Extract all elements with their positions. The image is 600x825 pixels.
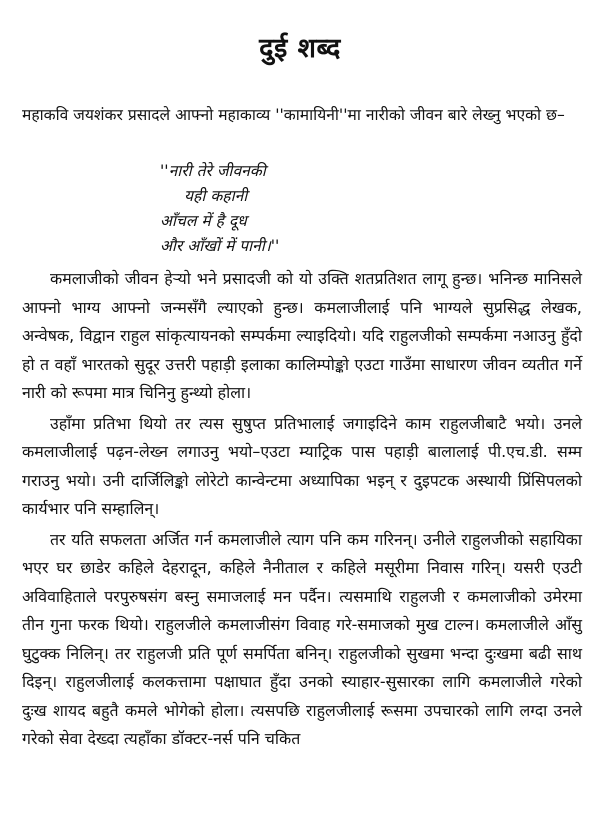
body-paragraphs: [22, 265, 582, 756]
paragraph-2: उहाँमा प्रतिभा थियो तर त्यस सुषुप्त प्रतिभालाई जगाइदिने काम राहुलजीबाटै भयो। उनले कमलाजीलाई पढ़न-लेख्न लगाउनु भयो–एउटा म्याट्रिक पास पहाड़ी बालालाई पी.एच.डी. सम्म गराउनु भयो। उनी दार्जिलिङ्को लोरेटो कान्वेन्टमा अध्यापिका भइन् र दुइपटक अस्थायी प्रिंसिपलको कार्यभार पनि सम्हालिन्।: [22, 413, 582, 518]
poem-line-4: और आँखों में पानी।'': [160, 237, 280, 255]
page-title: दुई शब्द: [259, 33, 341, 64]
paragraph-3: तर यति सफलता अर्जित गर्न कमलाजीले त्याग पनि कम गरिनन्। उनीले राहुलजीको सहायिका भएर घर छाडेर कहिले देहरादून, कहिले नैनीताल र कहिले मसूरीमा निवास गरिन्। यसरी एउटी अविवाहिताले परपुरुषसंग बस्नु समाजलाई मन पर्दैन। त्यसमाथि राहुलजी र कमलाजीको उमेरमा तीन गुना फरक थियो। राहुलजीले कमलाजीसंग विवाह गरे-समाजको मुख टाल्न। कमलाजीले आँसु घुटुक्क निलिन्। तर राहुलजी प्रति पूर्ण समर्पिता बनिन्। राहुलजीको सुखमा भन्दा दुःखमा बढी साथ दिइन्। राहुलजीलाई कलकत्तामा पक्षाघात हुँदा उनको स्याहार-सुसारका लागि कमलाजीले गरेको दुःख शायद बहुतै कमले भोगेको होला। त्यसपछि राहुलजीलाई रूसमा उपचारको लागि लग्दा उनले गरेको सेवा देख्दा त्यहाँका डॉक्टर-नर्स पनि चकित: [22, 529, 582, 748]
poem-quote: [160, 159, 279, 259]
intro-text: महाकवि जयशंकर प्रसादले आफ्नो महाकाव्य ''कामायिनी''मा नारीको जीवन बारे लेख्नु भएको छ–: [22, 106, 565, 124]
intro-paragraph: [22, 103, 582, 129]
poem-line-1: ''नारी तेरे जीवनकी: [160, 162, 266, 180]
poem-line-2: यही कहानी: [184, 187, 248, 205]
paragraph-1: कमलाजीको जीवन हेऱ्यो भने प्रसादजी को यो उक्ति शतप्रतिशत लागू हुन्छ। भनिन्छ मानिसले आफ्नो भाग्य आफ्नो जन्मसँगै ल्याएको हुन्छ। कमलाजीलाई पनि भाग्यले सुप्रसिद्ध लेखक, अन्वेषक, विद्वान राहुल सांकृत्यायनको सम्पर्कमा ल्याइदियो। यदि राहुलजीको सम्पर्कमा नआउनु हुँदो हो त वहाँ भारतको सुदूर उत्तरी पहाड़ी इलाका कालिम्पोङ्को एउटा गाउँमा साधारण जीवन व्यतीत गर्ने नारी को रूपमा मात्र चिनिनु हुन्थ्यो होला।: [22, 269, 582, 402]
poem-line-3: आँचल में है दूध: [160, 212, 247, 230]
